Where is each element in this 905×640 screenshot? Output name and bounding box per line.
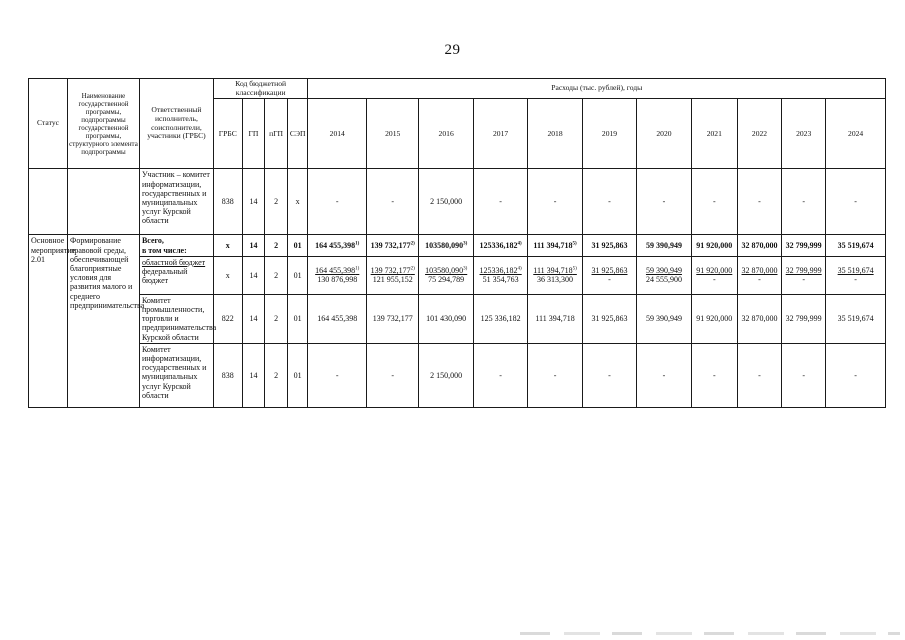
value-cell: 59 390,949 24 555,900 bbox=[637, 256, 691, 294]
pgp-cell: 2 bbox=[265, 169, 288, 235]
table-row bbox=[29, 169, 886, 235]
value-cell: 32 870,000 bbox=[737, 235, 781, 256]
value-cell: - bbox=[367, 343, 419, 407]
value-cell: - bbox=[637, 343, 691, 407]
header-year-2018: 2018 bbox=[528, 99, 582, 169]
header-year-2014: 2014 bbox=[308, 99, 367, 169]
executor-cell: Комитет промышленности, торговли и предпринимательства Курской области bbox=[139, 294, 213, 343]
value-cell: 2 150,000 bbox=[419, 169, 473, 235]
executor-total-label: Всего, bbox=[141, 236, 164, 246]
value-cell: 32 799,999 bbox=[782, 294, 826, 343]
header-grbs: ГРБС bbox=[213, 99, 242, 169]
value-cell: 103580,090$^{3)}$ 75 294,789 bbox=[419, 256, 473, 294]
grbs-cell: 838 bbox=[213, 343, 242, 407]
value-cell: 31 925,863 bbox=[582, 235, 636, 256]
value-cell: - bbox=[308, 169, 367, 235]
header-expenses: Расходы (тыс. рублей), годы bbox=[308, 79, 886, 99]
header-year-2017: 2017 bbox=[473, 99, 527, 169]
value-cell: 2 150,000 bbox=[419, 343, 473, 407]
table-row bbox=[29, 256, 886, 294]
value-cell: 111 394,718$^{5)}$ 36 313,300 bbox=[528, 256, 582, 294]
value-cell: 164 455,398$^{1)}$ bbox=[308, 235, 367, 256]
executor-budget-cell bbox=[139, 256, 213, 294]
value-cell: - bbox=[691, 343, 737, 407]
sep-cell: х bbox=[287, 169, 308, 235]
header-executor: Ответственный исполнитель, соисполнители, участники (ГРБС) bbox=[139, 79, 213, 169]
grbs-cell: 822 bbox=[213, 294, 242, 343]
grbs-cell: х bbox=[213, 235, 242, 256]
table-row bbox=[29, 343, 886, 407]
header-year-2015: 2015 bbox=[367, 99, 419, 169]
table-row bbox=[29, 294, 886, 343]
value-cell: 35 519,674 - bbox=[826, 256, 886, 294]
value-cell: 164 455,398 bbox=[308, 294, 367, 343]
value-cell: 32 799,999 bbox=[782, 235, 826, 256]
gp-cell: 14 bbox=[242, 256, 265, 294]
value-cell: 103580,090$^{3)}$ bbox=[419, 235, 473, 256]
value-cell: - bbox=[691, 169, 737, 235]
budget-table bbox=[28, 78, 886, 408]
value-cell: - bbox=[782, 169, 826, 235]
sep-cell: 01 bbox=[287, 294, 308, 343]
name-cell-empty bbox=[68, 169, 140, 235]
grbs-cell: 838 bbox=[213, 169, 242, 235]
pgp-cell: 2 bbox=[265, 294, 288, 343]
header-year-2019: 2019 bbox=[582, 99, 636, 169]
pgp-cell: 2 bbox=[265, 343, 288, 407]
value-cell: - bbox=[528, 169, 582, 235]
value-cell: 32 870,000 - bbox=[737, 256, 781, 294]
value-cell: - bbox=[473, 343, 527, 407]
value-cell: - bbox=[637, 169, 691, 235]
value-cell: - bbox=[473, 169, 527, 235]
header-name: Наименование государственной программы, подпрограммы государственной программы, структурного элемента подпрограммы bbox=[68, 79, 140, 169]
value-cell: 139 732,177 bbox=[367, 294, 419, 343]
value-cell: 111 394,718$^{5)}$ bbox=[528, 235, 582, 256]
header-budget-code: Код бюджетной классификации bbox=[213, 79, 308, 99]
value-cell: - bbox=[737, 169, 781, 235]
sep-cell: 01 bbox=[287, 256, 308, 294]
header-status: Статус bbox=[29, 79, 68, 169]
value-cell: 139 732,177$^{2)}$ 121 955,152 bbox=[367, 256, 419, 294]
value-cell: 32 870,000 bbox=[737, 294, 781, 343]
federal-budget-label: федеральный бюджет bbox=[141, 267, 188, 286]
value-cell: 125 336,182 bbox=[473, 294, 527, 343]
gp-cell: 14 bbox=[242, 235, 265, 256]
header-year-2021: 2021 bbox=[691, 99, 737, 169]
value-cell: 101 430,090 bbox=[419, 294, 473, 343]
executor-cell: Комитет информатизации, государственных и муниципальных услуг Курской области bbox=[139, 343, 213, 407]
value-cell: 31 925,863 bbox=[582, 294, 636, 343]
header-year-2016: 2016 bbox=[419, 99, 473, 169]
value-cell: 35 519,674 bbox=[826, 294, 886, 343]
gp-cell: 14 bbox=[242, 169, 265, 235]
header-gp: ГП bbox=[242, 99, 265, 169]
header-sep: СЭП bbox=[287, 99, 308, 169]
table-row bbox=[29, 235, 886, 256]
value-cell: 59 390,949 bbox=[637, 235, 691, 256]
value-cell: - bbox=[826, 169, 886, 235]
page-number: 29 bbox=[444, 42, 461, 58]
scan-artifact bbox=[520, 632, 900, 635]
header-year-2023: 2023 bbox=[782, 99, 826, 169]
value-cell: - bbox=[308, 343, 367, 407]
value-cell: 59 390,949 bbox=[637, 294, 691, 343]
status-cell-empty bbox=[29, 169, 68, 235]
value-cell: 125336,182$^{4)}$ bbox=[473, 235, 527, 256]
name-cell: Формирование правовой среды, обеспечивающей благоприятные условия для развития малого и среднего предпринимательства bbox=[68, 235, 140, 407]
value-cell: - bbox=[582, 343, 636, 407]
value-cell: - bbox=[826, 343, 886, 407]
value-cell: - bbox=[367, 169, 419, 235]
value-cell: 91 920,000 - bbox=[691, 256, 737, 294]
gp-cell: 14 bbox=[242, 294, 265, 343]
value-cell: 139 732,177$^{2)}$ bbox=[367, 235, 419, 256]
value-cell: - bbox=[582, 169, 636, 235]
executor-total-cell bbox=[139, 235, 213, 256]
value-cell: 31 925,863 - bbox=[582, 256, 636, 294]
value-cell: 91 920,000 bbox=[691, 235, 737, 256]
header-year-2024: 2024 bbox=[826, 99, 886, 169]
executor-including-label: в том числе: bbox=[141, 245, 187, 255]
value-cell: 125336,182$^{4)}$ 51 354,763 bbox=[473, 256, 527, 294]
header-year-2020: 2020 bbox=[637, 99, 691, 169]
value-cell: 91 920,000 bbox=[691, 294, 737, 343]
value-cell: 164 455,398$^{1)}$ 130 876,998 bbox=[308, 256, 367, 294]
gp-cell: 14 bbox=[242, 343, 265, 407]
value-cell: - bbox=[737, 343, 781, 407]
grbs-cell: х bbox=[213, 256, 242, 294]
value-cell: 32 799,999 - bbox=[782, 256, 826, 294]
sep-cell: 01 bbox=[287, 235, 308, 256]
status-cell: Основное мероприятие 2.01 bbox=[29, 235, 68, 407]
regional-budget-label: областной бюджет bbox=[141, 257, 206, 267]
value-cell: - bbox=[782, 343, 826, 407]
header-year-2022: 2022 bbox=[737, 99, 781, 169]
pgp-cell: 2 bbox=[265, 235, 288, 256]
value-cell: 35 519,674 bbox=[826, 235, 886, 256]
executor-cell: Участник – комитет информатизации, государственных и муниципальных услуг Курской области bbox=[139, 169, 213, 235]
pgp-cell: 2 bbox=[265, 256, 288, 294]
value-cell: - bbox=[528, 343, 582, 407]
value-cell: 111 394,718 bbox=[528, 294, 582, 343]
header-pgp: пГП bbox=[265, 99, 288, 169]
sep-cell: 01 bbox=[287, 343, 308, 407]
